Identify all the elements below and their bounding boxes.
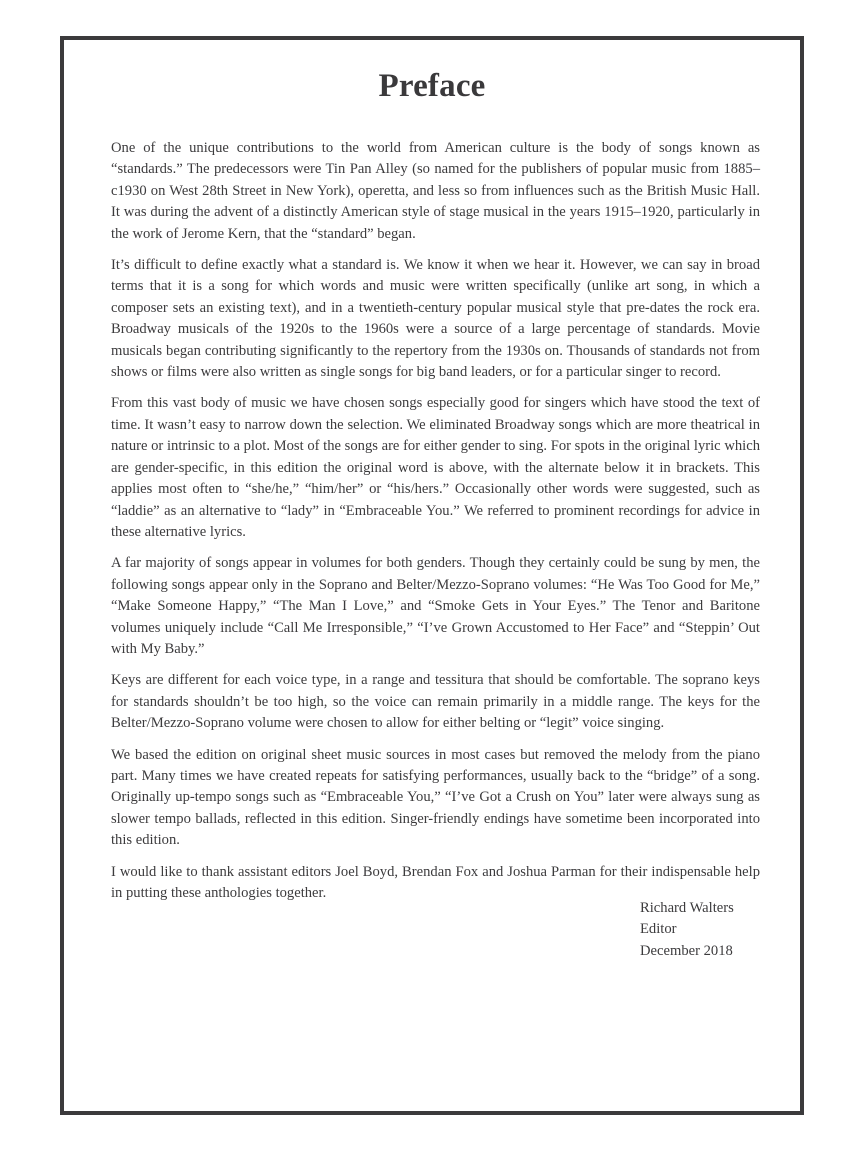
paragraph-volumes: A far majority of songs appear in volumes for both genders. Though they certainly could be sung by men, the following songs appear only in the Soprano and Belter/Mezzo-Soprano volumes: “He Was Too Good for Me,” “Make Someone Happy,” “The Man I Love,” and “Smoke Gets in Your Eyes.” The Tenor and Baritone volumes uniquely include “Call Me Irresponsible,” “I’ve Grown Accustomed to Her Face” and “Steppin’ Out with My Baby.” — [111, 555, 760, 657]
signature-role: Editor — [640, 921, 677, 938]
paragraph-selection: From this vast body of music we have chosen songs especially good for singers which have stood the text of time. It wasn’t easy to narrow down the selection. We eliminated Broadway songs which are more theatrical in nature or intrinsic to a plot. Most of the songs are for either gender to sing. For spots in the original lyric which are gender-specific, in this edition the original word is above, with the alternate below it in brackets. This applies most often to “she/he,” “him/her” or “his/hers.” Occasionally other words were suggested, such as “laddie” as an alternative to “lady” in “Embraceable You.” We referred to prominent recordings for advice in these alternative lyrics. — [111, 395, 760, 540]
paragraph-definition: It’s difficult to define exactly what a standard is. We know it when we hear it. However, we can say in broad terms that it is a song for which words and music were written specifically (unlike art song, in which a composer sets an existing text), and in a twentieth-century popular musical style that pre-dates the rock era. Broadway musicals of the 1920s to the 1960s were a source of a large percentage of standards. Movie musicals began contributing significantly to the repertory from the 1930s on. Thousands of standards not from shows or films were also written as single songs for big band leaders, or for a particular singer to record. — [111, 257, 760, 381]
preface-body — [111, 138, 760, 914]
paragraph-edition: We based the edition on original sheet music sources in most cases but removed the melody from the piano part. Many times we have created repeats for satisfying performances, usually back to the “bridge” of a song. Originally up-tempo songs such as “Embraceable You,” “I’ve Got a Crush on You” later were always sung as slower tempo ballads, reflected in this edition. Singer-friendly endings have sometime been incorporated into this edition. — [111, 746, 760, 849]
page-border-frame — [60, 36, 804, 1115]
signature-date: December 2018 — [640, 942, 733, 959]
paragraph-origins: One of the unique contributions to the world from American culture is the body of songs known as “standards.” The predecessors were Tin Pan Alley (so named for the publishers of popular music from 1885–c1930 on West 28th Street in New York), operetta, and less so from influences such as the British Music Hall. It was during the advent of a distinctly American style of stage musical in the years 1915–1920, particularly in the work of Jerome Kern, that the “standard” began. — [111, 140, 760, 242]
signature-block — [640, 898, 734, 962]
page-title: Preface — [378, 68, 486, 104]
paragraph-acknowledgements: I would like to thank assistant editors Joel Boyd, Brendan Fox and Joshua Parman for their indispensable help in putting these anthologies together. — [111, 863, 760, 901]
signature-name: Richard Walters — [640, 900, 734, 916]
paragraph-keys: Keys are different for each voice type, in a range and tessitura that should be comfortable. The soprano keys for standards shouldn’t be too high, so the voice can remain primarily in a middle range. The keys for the Belter/Mezzo-Soprano volume were chosen to allow for either belting or “legit” voice singing. — [111, 672, 760, 732]
